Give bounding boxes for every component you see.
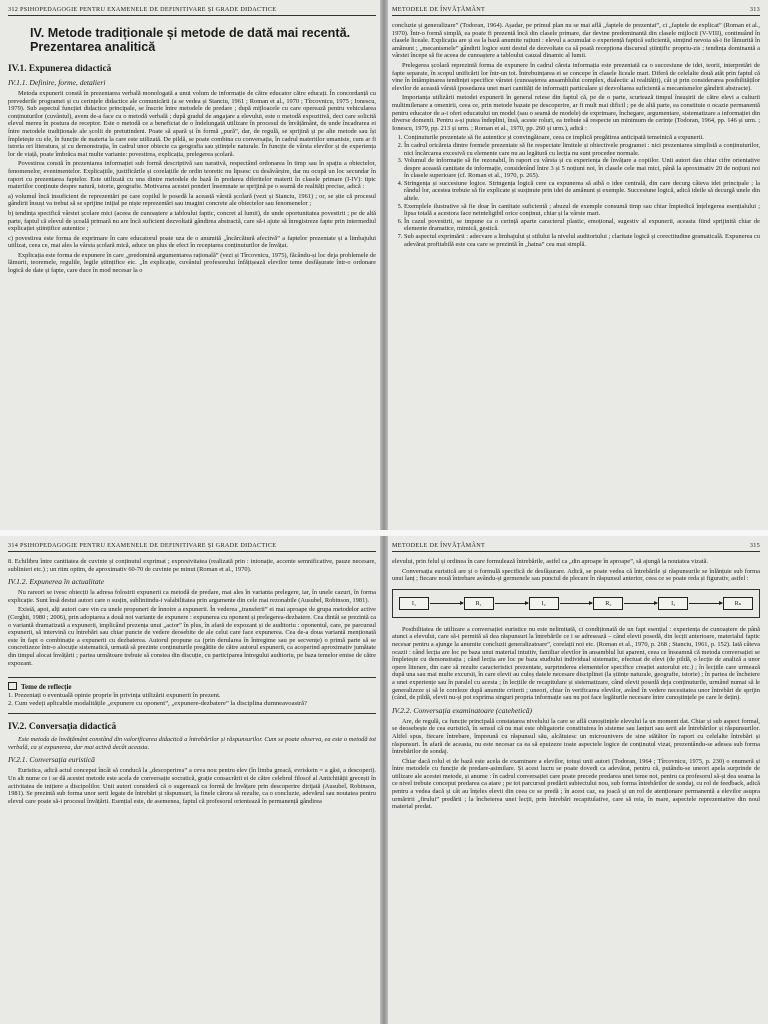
arrow-right-icon <box>430 603 463 604</box>
running-header-left: METODELE DE ÎNVĂȚĂMÂNT <box>392 6 486 13</box>
running-header <box>392 6 760 16</box>
reflection-item: 2. Cum vedeți aplicabile modalitățile „expunere cu oponent”, „expunere-dezbatere” la disciplina dumneavoastră? <box>8 700 307 708</box>
page-313 <box>384 0 768 532</box>
reflection-title: Teme de reflecție <box>21 683 72 692</box>
list-item: b) tendința specifică vârstei școlare mici (aceea de cunoaștere a tabloului faptic, concret al lumii), de unde oportunitatea povestirii ; pe de altă parte, faptul că elevul de școală primară nu are încă suficient dezvoltată gândirea abstractă, care să-i ajute să înregistreze fapte prin intermediul explicației științifice autentice ; <box>8 209 376 233</box>
paragraph: Are, de regulă, ca funcție principală constatarea nivelului la care se află cunoștințele elevului la un moment dat. Chiar și sub aspect formal, se deosebește de cea euristică, în sensul că nu mai este obligatorie constituirea în sisteme sau lanțuri sau serii ale întrebărilor și răspunsurilor. Altfel spus, fiecare întrebare, împreună cu răspunsul său, alcătuiesc un microunivers de sine stătător în raport cu celelalte întrebări și răspunsuri. În afară de aceasta, nu este necesar ca ea să epuizeze toate aspectele logice de conținutul vizat, prezentându-se adesea sub forma întrebărilor de sondaj. <box>392 717 760 756</box>
subsection-heading: IV.2.2. Conversația examinatoare (catehetică) <box>392 705 533 715</box>
running-header-left: METODELE DE ÎNVĂȚĂMÂNT <box>392 542 486 549</box>
reflection-item-text: Cum vedeți aplicabile modalitățile „expunere cu oponent”, „expunere-dezbatere” la disciplina dumneavoastră? <box>14 700 307 708</box>
chain-node: I₁ <box>399 597 429 610</box>
paragraph: elevului, prin felul și ordinea în care formulează întrebările, astfel ca „din aproape în aproape”, să ajungă la noutatea vizată. <box>392 558 709 565</box>
reflection-box <box>8 677 376 714</box>
section-heading: IV.2. Conversația didactică <box>8 722 117 733</box>
page-315 <box>384 534 768 1024</box>
subsection-heading: IV.1.2. Expunerea în actualitate <box>8 577 105 587</box>
checkbox-icon <box>8 682 17 690</box>
paragraph: concluzie și generalizare” (Todoran, 1964). Așadar, pe primul plan nu se mai află „faptele de prezentat”, ci „faptele de explicat” (Roman et al., 1970). Într-o formă simplă, ea poate fi prezentă încă din clasele primare, dar devine predominantă din clasele mijlocii (V-VIII), continuând în clasele liceale. Explicația are și ea la bază anumite rațiuni : elevul a acumulat o experiență faptică suficientă, simțind nevoia să-i fie lămurită în amănunt ; „mecanismele” gândirii logice sunt destul de dezvoltate ca să poată recepționa discursul științific propriu-zis ; tendința dominantă a vârstei începe să fie aceea de cunoaștere a tabloului cauzal dinamic al lumii. <box>392 22 760 60</box>
page-number: 313 <box>749 6 760 13</box>
paragraph: 8. Echilibru între cantitatea de cuvinte și conținutul exprimat ; expresivitatea (realizată prin : intonație, accente semnificative, pauze necesare, sublinieri etc.) ; un ritm optim, de aproximativ 60-70 de cuvinte pe minut (Roman et al., 1970). <box>8 558 376 573</box>
chain-node: R₂ <box>593 597 623 610</box>
arrow-right-icon <box>560 603 593 604</box>
reflection-item: 1. Prezentați o eventuală opinie proprie în privința utilizării expunerii în prezent. <box>8 692 221 700</box>
chapter-title: IV. Metode tradiționale și metode de dată mai recentă. Prezentarea analitică <box>30 26 351 54</box>
book-gutter <box>380 0 388 1024</box>
paragraph: Chiar dacă rolul ei de bază este acela de examinare a elevilor, totuși unii autori (Todoran, 1964 ; Tîrcovnicu, 1975, p. 230) o enumeră și între metodele cu funcție de predare-asimilare. Și acest lucru se poate dovedi ca adevărat, pentru că, putându-se uneori apela surprinde de utilizare ale acestei metode, și anume : în cadrul conversației care poate precede predarea unei teme noi, pentru ca profesorul să-și dea seama la ce nivel trebuie conceput predarea ca atare ; pe tot parcursul predării subiectului nou, sub forma întrebărilor de sondaj, cu rol de feedback, adică pentru a vedea dacă și cât au înțeles elevii din ceea ce se predă ; în acest caz, ea joacă și un rol de atenționare permanentă a elevilor asupra urmăririi „firului” predării ; la încheierea unei lecții, prin întrebări recapitulative, care să reia, în mare, aspectele reprezentative din noul material predat. <box>392 757 761 811</box>
paragraph: Explicația este forma de expunere în care „predomină argumentarea rațională” (vezi și Tîrcovnicu, 1975), făcându-și loc deja problemele de lămurit, teoremele, regulile, legile științifice etc. „În explicație, cuvântul profesorului înfățișează elevilor teme desfășurate într-o ordonare logică de date și fapte, care duce în mod necesar la o <box>8 251 376 275</box>
paragraph: Posibilitatea de utilizare a conversației euristice nu este nelimitată, ci condiționată de un fapt esențial : experiența de cunoaștere de până atunci a elevului, care să-i permită să dea răspunsuri la întrebările ce i se adresează – când elevii posedă, din lecții anterioare, materialul faptic necesar pentru a ajunge la anumite concluzii generalizatoare”, corelații noi etc. (Roman et al., 1970, p. 268 ; Stanciu, 1961, p. 152). Iată câteva ocazii : când lecția are loc pe baza unui material intuitiv, familiar elevilor în ansamblul lui aparent, ceea ce înseamnă că metoda conversației se împletește cu demonstrația ; când lecția are loc pe baza studiului individual sistematic, efectuat de elevi (de pildă, o lecție de analiză a unor opere literare, din care să rezulte caracteristici prezentate, surprinderea elementelor specifice creației autorului etc.) ; în lecțiile care urmează după una sau mai multe excursii, în care elevii au culeș datele necesare disciplinei (la științe naturale, geografie, istorie) ; în partea de încheiere a unei experiențe sau în paralel cu acesta ; în lecțiile de recapitulare și sistematizare, când elevii posedă deja conținuturile, urmând numai să le generalizeze și să le coreleze după anumite criterii ; uneori, chiar în verificarea elevilor, având în vedere necesitatea unor întrebări de sprijin (când, de pildă, elevii nu-și pot exprima singuri propria informație sau nu pot face legăturile necesare între cunoștințele pe care le dețin). <box>392 625 760 702</box>
list-item: a) volumul încă insuficient de reprezentări pe care copilul le posedă la această vârstă școlară (vezi și Stanciu, 1961) ; or, se știe că procesul gândirii însuși va trebui să se sprijine inițial pe niște reprezentări sau imagini concrete ale obiectelor sau fenomenelor ; <box>8 192 376 208</box>
question-answer-chain-diagram <box>392 589 760 618</box>
list-item: 6. În cazul povestirii, se impune ca o cerință aparte caracterul plastic, emoțional, sugestiv al expunerii, aceasta fiind sprijinită chiar de elemente dramatice, mimică, gestică. <box>404 218 760 233</box>
paragraph: Este metoda de învățământ constând din valorificarea didactică a întrebărilor și răspunsurilor. Cum se poate observa, ea este o metodă tot verbală, ca și expunerea, dar mai activă decât aceasta. <box>8 736 376 751</box>
list-item: 2. În cadrul oricăreia dintre formele prezentate să fie respectate limitele și obiectivele programei : nici prezentarea simplistă a conținuturilor, nici încărcarea excesivă cu elemente care nu au legătură cu lecția nu sunt procedee normale. <box>404 142 760 157</box>
page-314 <box>0 534 384 1024</box>
paragraph: Există, apoi, alți autori care vin cu unele propuneri de înnoire a expunerii. În vederea „transferii” ei mai aproape de grupa metodelor active (Cerghit, 1980 ; 2006), prin adoptarea a două noi variante de expunere : expunerea cu oponent și prelegerea-dezbatere. Cea dintâi se prezintă ca o variantă dramatizată a expunerii, implicând prezența unui „actor” în plus, în afară de expozant și de auditoriu : oponentul, care, pe parcursul expunerii, să intervină cu întrebări sau chiar puncte de vedere deosebite de ale celui care face expunerea. Cea de-a doua variantă menționată este în fapt o combinație a expunerii cu dezbaterea. Autorul propune ca (prin derularea în întregime sau pe secvențe) o primă parte să se concretizeze într-o alocuție sistematică, urmată să prezinte conținuturile pregătite de către autorul expunerii, ca acoperind aproximativ jumătate din timpul alocat învățării ; partea următoare trebuie să constea din discuție, cu participarea întregului auditoriu, pe baza temelor emise de către expozant. <box>8 606 376 667</box>
paragraph: Metoda expunerii constă în prezentarea verbală monologată a unui volum de informație de către educator către educați. În concordanță cu prevederile programei și cu cerințele didactice ale comunicării (a se vedea și Stanciu, 1961 ; Roman et al., 1970 ; Tîrcovnicu, 1975 ; Ionescu, 1979). Sub aspectul funcției didactice principale, se înscrie între metodele de predare ; după mijloacele cu care operează pentru vehicularea conținuturilor (cuvântul), avem de-a face cu o metodă verbală ; după gradul de angajare a elevului, este o metodă expozitivă, deci care solicită elevul mereu în postura de receptor. Este o metodă ce a beneficiat de o îndelungată utilizare în procesul de învățământ, de unde încadrarea ei între metodele tradiționale ale școlii de pretutindeni. Poate să apară și în formă „pură”, dar, de regulă, se sprijină și pe alte metode sau își împletește cu ele, în funcție de materia la care este utilizată. De pildă, se poate combina cu conversația, în cadrul materiilor umaniste, cum ar fi istoria ori literatura, și cu demonstrația, în cadrul unor obiecte ca geografia sau științele naturale. În funcție de vârsta elevilor și de experiența lor de viață, poate îmbrăca mai multe variante: povestirea, explicația, prelegerea școlară. <box>8 90 376 158</box>
running-header-left: 312 PSIHOPEDAGOGIE PENTRU EXAMENELE DE DEFINITIVARE ȘI GRADE DIDACTICE <box>8 6 277 13</box>
running-header <box>8 6 376 16</box>
list-item: 1. Conținuturile prezentate să fie autentice și convingătoare, ceea ce implică pregătirea anticipată temeinică a expunerii. <box>404 134 760 142</box>
chain-node: I₂ <box>529 597 559 610</box>
list-item: c) povestirea este forma de exprimare în care educatorul poate uza de o anumită „încărcătură afectivă” a faptelor prezentate și a limbajului utilizat, ceea ce, mai ales la vârsta școlară mică, aduce un plus de efect în receptarea conținuturilor de învățat. <box>8 234 376 250</box>
running-header <box>8 542 376 552</box>
list-item: 5. Exemplele ilustrative să fie doar în cantitate suficientă ; abuzul de exemple consumă timp sau chiar împiedică înțelegerea esențialului ; lipsa totală a acestora face neinteligibil orice conținut, chiar și la vârste mari. <box>404 203 760 218</box>
chain-node: Rₙ <box>723 597 753 610</box>
list-item: 4. Stringența și succesiune logice. Stringența logică cere ca expunerea să aibă o idee centrală, din care decurg câteva idei principale ; la rândul lor, acestea trebuie să fie explicate și susținute prin idei de amănunt și exemple. Succesiune logică, adică ideile să decurgă unele din altele. <box>404 180 760 203</box>
section-heading: IV.1. Expunerea didactică <box>8 64 112 74</box>
reflection-item-text: Prezentați o eventuală opinie proprie în privința utilizării expunerii în prezent. <box>14 692 221 700</box>
chain-node: I₃ <box>658 597 688 610</box>
paragraph: Euristica, adică actul conceput încât să conducă la „descoperirea” a ceva nou pentru elev (în limba greacă, evriskein = a găsi, a descoperi). Un alt nume ce i se dă acestei metode este acela de conversație socratică, grație consacrării ei de către celebrul filosof al Antichității grecești în activitatea de inițiere a discipolilor. Unii autori consideră că o sugerează ca formă de învățare prin descoperire dirijată (Ausubel, Robinson, 1981). Se prezintă sub forma unor serii legate de întrebări și răspunsuri, la finele cărora să rezulte, ca o concluzie, adevărul sau noutatea pentru elevul care poate să-i procesul învățării. Esențial este, de asemenea, faptul că profesorul orientează în permanență gândirea <box>8 767 376 805</box>
paragraph: Povestirea constă în prezentarea informației sub formă descriptivă sau narativă, respectând ordonarea în timp sau în spațiu a obiectelor, fenomenelor, evenimentelor. Explicațiile, justificările și corelațiile de ordin teoretic nu lipsesc cu desăvârșire, dar nu ocupă un loc secundar în raport cu prezentarea faptelor. Este utilizată cu una dintre metodele de bază în predarea diferitelor materii în clasele primare (I-IV): tipic materiilor conținute despre natură, istorie, geografie. Motivarea acestei ponderi însemnate se sprijină pe o seamă de realități precise, adică : <box>8 160 376 191</box>
running-header-left: 314 PSIHOPEDAGOGIE PENTRU EXAMENELE DE DEFINITIVARE ȘI GRADE DIDACTICE <box>8 542 277 549</box>
arrow-right-icon <box>689 603 722 604</box>
page-312 <box>0 0 384 532</box>
list-item: 7. Sub aspectul exprimării : adecvare a limbajului și stilului la nivelul auditoriului ; claritate logică și corectitudine gramaticală. Expunerea cu adevărat profitabilă este cea care se prezintă în „haina” cea mai simplă. <box>404 233 760 248</box>
paragraph: Prelegerea școlară reprezintă forma de expunere în cadrul căreia informația este prezentată ca o succesiune de idei, teorii, interpretări de fapte separate, în scopul unificării lor într-un tot. Întrebuințarea ei se concepe în clasele liceale mari. Diferă de celelalte două atât prin faptul că vine în întâmpinarea tendinței specifice vârstei (cunoașterea ansamblului complex, dialectic al realității), cât și prin considerarea posibilităților elevilor de această vârstă (posedarea unei mari cantități de informații particulare și dezvoltarea suficientă a mecanismelor gândirii abstracte). <box>392 61 760 92</box>
requirements-list <box>392 134 760 248</box>
running-header <box>392 542 760 552</box>
page-number: 315 <box>749 542 760 549</box>
paragraph: Nu rareori se ivesc obiecții la adresa folosirii expunerii ca metodă de predare, mai ales în varianta prelegere, iar, în unele cazuri, în forma explicație. Sunt însă destui autori care o susțin, subliniindu-i valabilitatea prin argumente din cele mai rezonabile (Ausubel, Robinson, 1981). <box>8 589 376 604</box>
scan-separator <box>0 530 768 536</box>
subsection-heading: IV.2.1. Conversația euristică <box>8 755 95 765</box>
paragraph: Conversația euristică are și o formulă specifică de desfășurare. Adică, se poate vedea că întrebările și răspunsurile se înlănțuie sub forma unui lanț ; fiecare nouă întrebare avându-și germenele sau punctul de plecare în răspunsul anterior, ceea ce se poate reda și figurativ, astfel : <box>392 567 760 583</box>
arrow-right-icon <box>495 603 528 604</box>
paragraph: Importanța utilizării metodei expunerii în general reiese din faptul că, pe de o parte, scurtează timpul însușirii de către elevi a culturii multimilenare a omenirii, ceea ce, prin metode bazate pe descoperire, ar fi mult mai dificil ; pe de altă parte, ea constituie o ocazie permanentă pentru educator de a-i oferi educatului un model (sau o seamă de modele) de exprimare, închegare, argumentare, sistematizare a informației din diverse domenii. Pentru a-și putea îndeplini, însă, aceste roluri, ea trebuie să respecte un minimum de cerințe (Todoran, 1964, pp. 146 și urm. ; Ionescu, 1979, pp. 213 și urm. ; Roman et al., 1970, pp. 260 și urm.), adică : <box>392 94 760 132</box>
arrow-right-icon <box>624 603 657 604</box>
list-item: 3. Volumul de informație să fie rezonabil, în raport cu vârsta și cu experiența de învățare a copiilor. Unii autori dau chiar cifre orientative despre această cantitate de informație, considerând între 3 și 5 noțiuni noi, în clasele cele mai mici, până la aproximativ 20 de noțiuni noi în clasele superioare (cf. Roman et al., 1970, p. 265). <box>404 157 760 180</box>
chain-node: R₁ <box>464 597 494 610</box>
subsection-heading: IV.1.1. Definire, forme, detalieri <box>8 78 106 87</box>
